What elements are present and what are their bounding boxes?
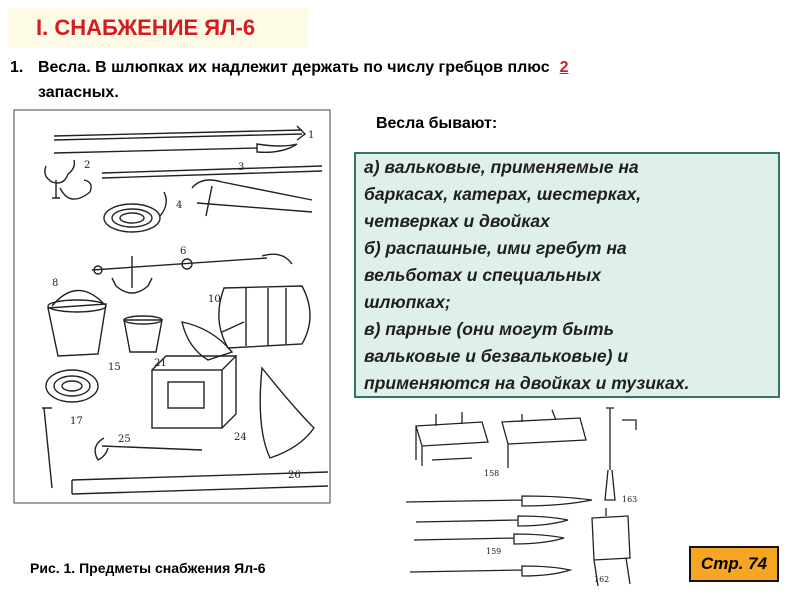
figure-caption: Рис. 1. Предметы снабжения Ял-6 [30,560,266,576]
knife-drawing [42,408,52,488]
fig-label: 3 [238,162,245,173]
oar-type-line: шлюпках; [364,292,451,312]
fig-label: 159 [486,547,502,556]
vertical-oar-drawing [605,408,636,500]
pole-drawing [102,166,322,178]
rowlock-drawing [45,160,75,198]
oar-type-line: в) парные (они могут быть [364,319,614,339]
fig-label: 158 [484,469,500,478]
horizontal-oar-drawing [416,516,568,526]
fig-label: 25 [118,434,131,445]
item-number: 1. [10,59,24,76]
oar-type-line: вельботах и специальных [364,265,601,285]
compass-box-drawing [152,370,222,428]
page-title: I. СНАБЖЕНИЕ ЯЛ-6 [36,15,256,40]
boathook-drawing [54,126,305,140]
fig-label: 17 [70,416,83,427]
title-banner [8,8,308,48]
fig-label: 26 [288,470,301,481]
fig-label: 2 [84,160,91,171]
fig-label: 163 [622,495,638,504]
oar-type-line: баркасах, катерах, шестерках, [364,184,642,204]
horizontal-oar-drawing [410,566,570,576]
oar-drawing [54,144,297,153]
rowlock-fitting-drawing [416,412,488,466]
fig-label: 8 [52,278,59,289]
tiller-drawing [192,180,312,216]
oar-type-line: б) распашные, ими гребут на [364,238,627,258]
spare-oars-count: 2 [559,59,569,76]
oar-types-box [354,152,780,398]
fig-label: 4 [176,200,183,211]
oars-types-heading: Весла бывают: [376,115,498,132]
oar-type-line: применяются на двойках и тузиках. [364,373,690,393]
item-text-main: Весла. В шлюпках их надлежит держать по числу гребцов плюс [38,59,550,76]
equipment-illustration [12,108,332,508]
keg-drawing [219,286,310,348]
fig-label: 21 [154,358,167,369]
oar-type-line: а) вальковые, применяемые на [364,157,639,177]
fire-bucket-drawing [124,320,162,352]
horizontal-oar-drawing [406,496,592,506]
list-item-oars [10,55,730,105]
rowlock-fitting-drawing [502,410,586,468]
item-text [38,55,730,105]
oar-type-line: вальковые и безвальковые) и [364,346,629,366]
fig-label: 24 [234,432,247,443]
oars-illustration [402,400,642,590]
fig-label: 162 [594,575,610,584]
fig-label: 15 [108,362,121,373]
fig-label: 1 [308,130,315,141]
page-reference-button[interactable]: Стр. 74 [689,546,779,582]
axe-drawing [95,438,202,460]
oar-blade-drawing [260,368,314,458]
oar-type-line: четверках и двойках [364,211,550,231]
fig-label: 10 [208,294,221,305]
item-text-end: запасных. [38,84,119,101]
hook-drawing [60,180,91,199]
fig-label: 6 [180,246,187,257]
horizontal-oar-drawing [414,534,564,544]
